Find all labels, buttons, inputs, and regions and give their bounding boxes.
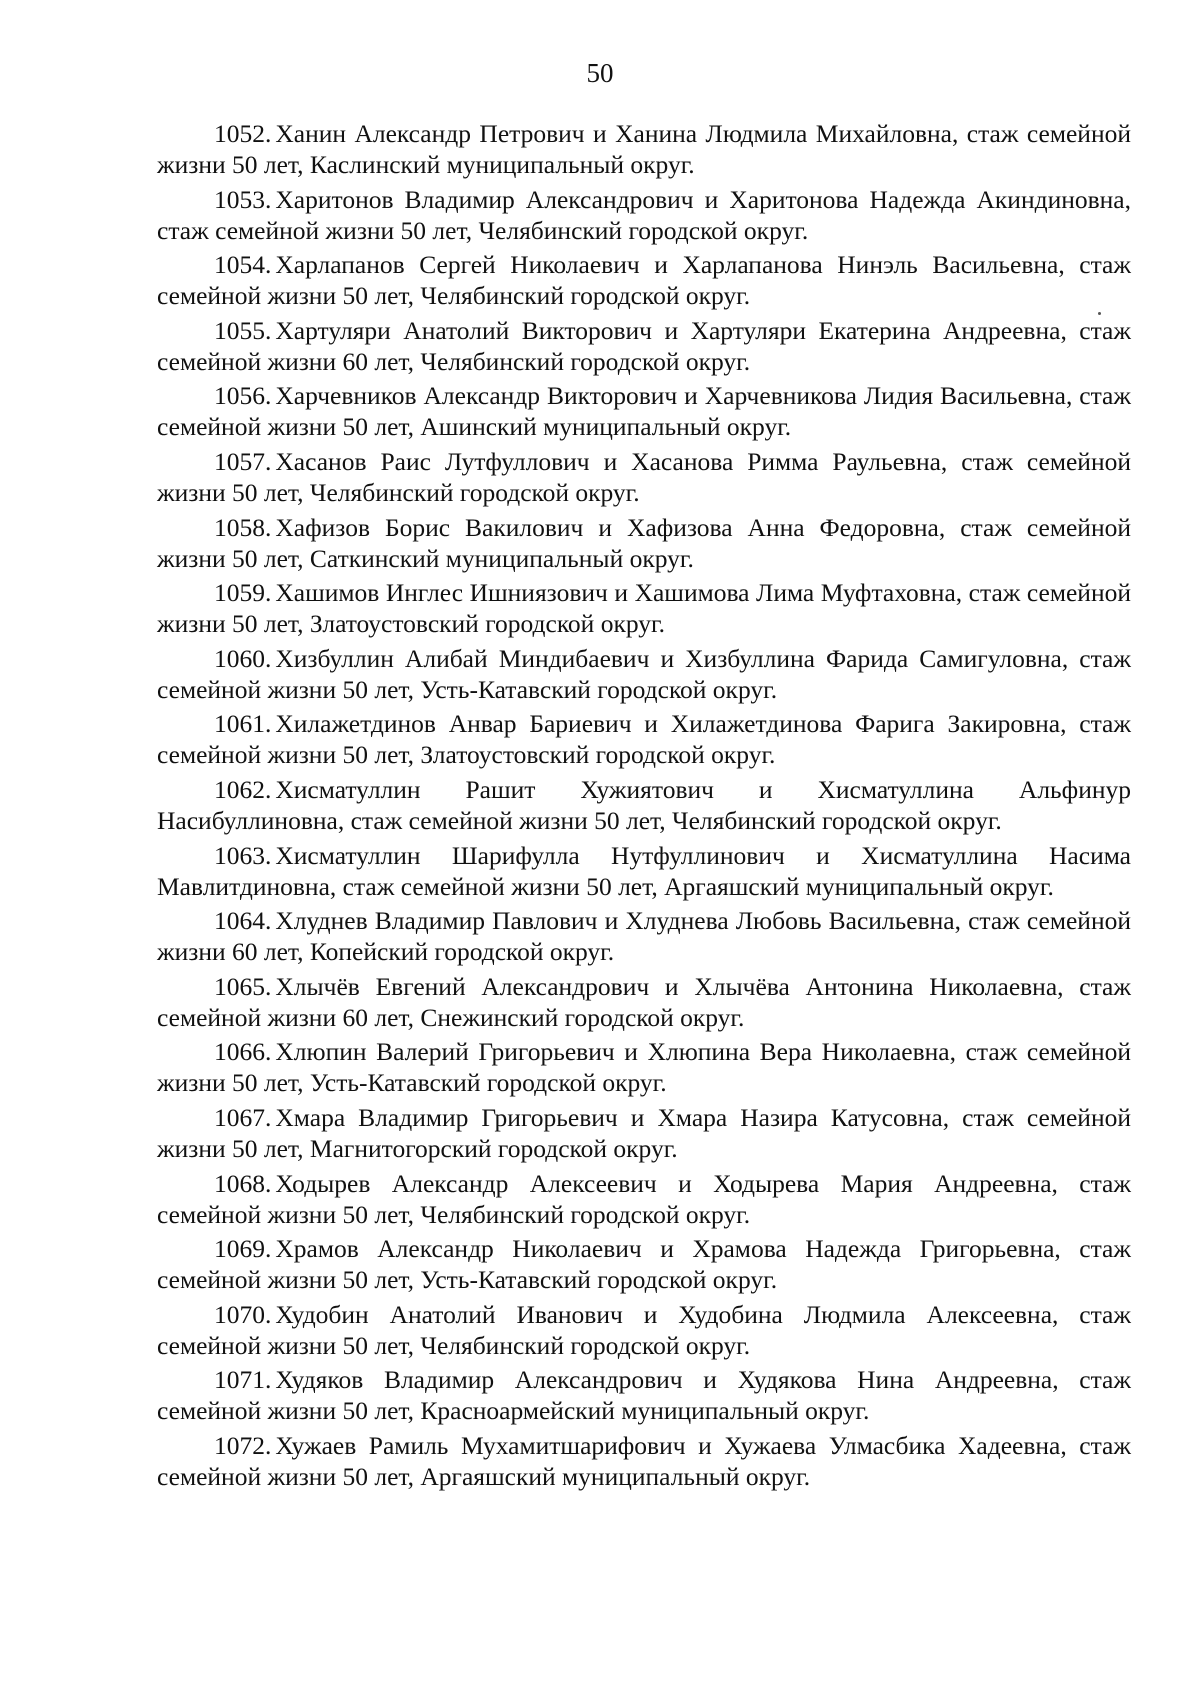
- entry-text: Хмара Владимир Григорьевич и Хмара Назира Катусовна, стаж семейной жизни 50 лет, Магнитогорский городской округ.: [157, 1102, 1131, 1163]
- entry-text: Хафизов Борис Вакилович и Хафизова Анна Федоровна, стаж семейной жизни 50 лет, Саткинский муниципальный округ.: [157, 512, 1131, 573]
- list-item: [157, 1233, 1131, 1295]
- entry-text: Хизбуллин Алибай Миндибаевич и Хизбуллина Фарида Самигуловна, стаж семейной жизни 50 лет, Усть-Катавский городской округ.: [157, 643, 1131, 704]
- entry-list: [157, 118, 1131, 1495]
- entry-number: 1063.: [214, 840, 272, 870]
- entry-number: 1065.: [214, 971, 272, 1001]
- list-item: [157, 315, 1131, 377]
- scan-dot-mark: [1098, 312, 1101, 315]
- entry-number: 1052.: [214, 119, 272, 148]
- entry-text: Храмов Александр Николаевич и Храмова Надежда Григорьевна, стаж семейной жизни 50 лет, Усть-Катавский городской округ.: [157, 1234, 1131, 1295]
- entry-text: Харитонов Владимир Александрович и Харитонова Надежда Акиндиновна, стаж семейной жизни 50 лет, Челябинский городской округ.: [157, 184, 1131, 245]
- entry-number: 1055.: [214, 315, 272, 345]
- list-item: [157, 905, 1131, 967]
- entry-text: Хлычёв Евгений Александрович и Хлычёва Антонина Николаевна, стаж семейной жизни 60 лет, Снежинский городской округ.: [157, 971, 1131, 1032]
- entry-number: 1054.: [214, 250, 272, 280]
- list-item: [157, 1036, 1131, 1098]
- list-item: [157, 1430, 1131, 1492]
- entry-number: 1058.: [214, 512, 272, 542]
- entry-text: Хилажетдинов Анвар Бариевич и Хилажетдинова Фарига Закировна, стаж семейной жизни 50 лет, Златоустовский городской округ.: [157, 709, 1131, 770]
- entry-number: 1059.: [214, 578, 272, 608]
- entry-number: 1064.: [214, 906, 272, 936]
- list-item: [157, 1299, 1131, 1361]
- entry-number: 1062.: [214, 774, 272, 804]
- entry-text: Хисматуллин Шарифулла Нутфуллинович и Хисматуллина Насима Мавлитдиновна, стаж семейной жизни 50 лет, Аргаяшский муниципальный округ.: [157, 840, 1131, 901]
- list-item: [157, 380, 1131, 442]
- list-item: [157, 512, 1131, 574]
- entry-text: Худобин Анатолий Иванович и Худобина Людмила Алексеевна, стаж семейной жизни 50 лет, Челябинский городской округ.: [157, 1299, 1131, 1360]
- list-item: [157, 774, 1131, 836]
- entry-text: Хлюпин Валерий Григорьевич и Хлюпина Вера Николаевна, стаж семейной жизни 50 лет, Усть-Катавский городской округ.: [157, 1037, 1131, 1098]
- entry-number: 1060.: [214, 643, 272, 673]
- list-item: [157, 118, 1131, 180]
- entry-number: 1066.: [214, 1037, 272, 1067]
- entry-text: Хужаев Рамиль Мухамитшарифович и Хужаева Улмасбика Хадеевна, стаж семейной жизни 50 лет, Аргаяшский муниципальный округ.: [157, 1430, 1131, 1491]
- list-item: [157, 1168, 1131, 1230]
- entry-text: Хлуднев Владимир Павлович и Хлуднева Любовь Васильевна, стаж семейной жизни 60 лет, Копейский городской округ.: [157, 906, 1131, 967]
- entry-text: Харлапанов Сергей Николаевич и Харлапанова Нинэль Васильевна, стаж семейной жизни 50 лет, Челябинский городской округ.: [157, 250, 1131, 311]
- page-number: 50: [586, 58, 614, 88]
- entry-number: 1061.: [214, 709, 272, 739]
- entry-number: 1068.: [214, 1168, 272, 1198]
- entry-number: 1057.: [214, 446, 272, 476]
- entry-text: Хартуляри Анатолий Викторович и Хартуляри Екатерина Андреевна, стаж семейной жизни 60 лет, Челябинский городской округ.: [157, 315, 1131, 376]
- entry-number: 1070.: [214, 1299, 272, 1329]
- list-item: [157, 577, 1131, 639]
- entry-number: 1067.: [214, 1102, 272, 1132]
- entry-number: 1072.: [214, 1430, 272, 1460]
- list-item: [157, 971, 1131, 1033]
- list-item: [157, 708, 1131, 770]
- entry-text: Ходырев Александр Алексеевич и Ходырева Мария Андреевна, стаж семейной жизни 50 лет, Челябинский городской округ.: [157, 1168, 1131, 1229]
- entry-number: 1056.: [214, 381, 272, 411]
- list-item: [157, 446, 1131, 508]
- entry-number: 1069.: [214, 1234, 272, 1264]
- entry-text: Харчевников Александр Викторович и Харчевникова Лидия Васильевна, стаж семейной жизни 50 лет, Ашинский муниципальный округ.: [157, 381, 1131, 442]
- entry-text: Хисматуллин Рашит Хужиятович и Хисматуллина Альфинур Насибуллиновна, стаж семейной жизни 50 лет, Челябинский городской округ.: [157, 774, 1131, 835]
- entry-text: Хашимов Инглес Ишниязович и Хашимова Лима Муфтаховна, стаж семейной жизни 50 лет, Златоустовский городской округ.: [157, 578, 1131, 639]
- entry-number: 1071.: [214, 1365, 272, 1395]
- entry-text: Худяков Владимир Александрович и Худякова Нина Андреевна, стаж семейной жизни 50 лет, Красноармейский муниципальный округ.: [157, 1365, 1131, 1426]
- list-item: [157, 1102, 1131, 1164]
- entry-number: 1053.: [214, 184, 272, 214]
- list-item: [157, 249, 1131, 311]
- list-item: [157, 840, 1131, 902]
- entry-text: Ханин Александр Петрович и Ханина Людмила Михайловна, стаж семейной жизни 50 лет, Каслинский муниципальный округ.: [157, 119, 1131, 179]
- entry-text: Хасанов Раис Лутфуллович и Хасанова Римма Раульевна, стаж семейной жизни 50 лет, Челябинский городской округ.: [157, 446, 1131, 507]
- list-item: [157, 1364, 1131, 1426]
- list-item: [157, 184, 1131, 246]
- list-item: [157, 643, 1131, 705]
